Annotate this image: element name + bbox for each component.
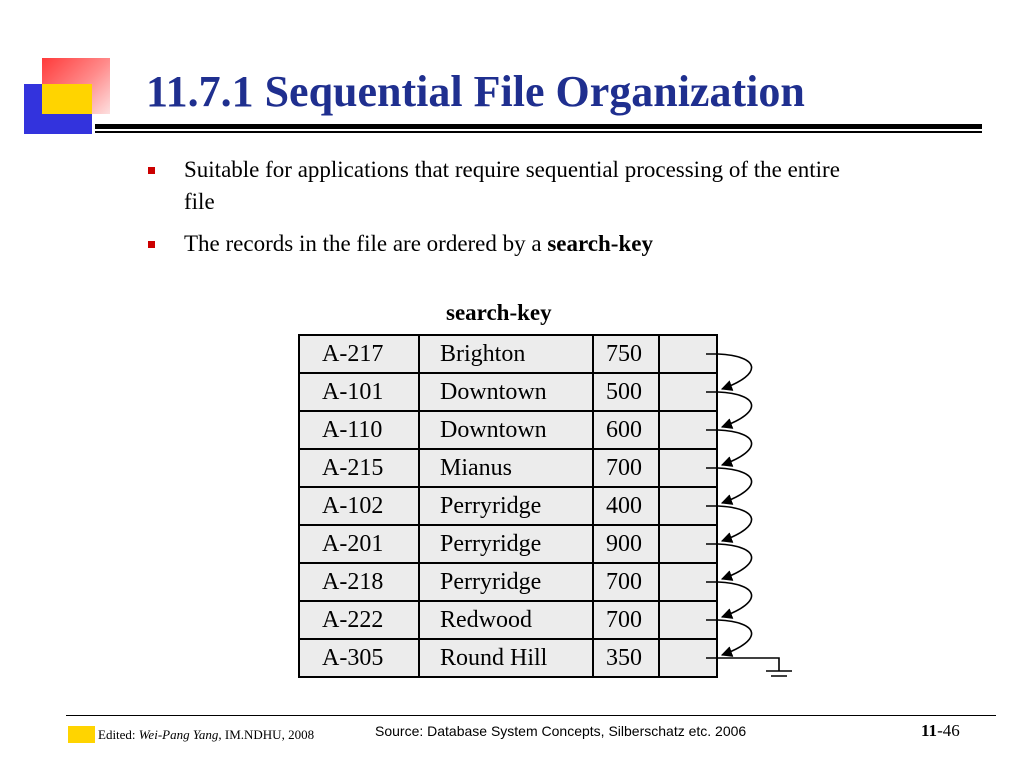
- table-row: [299, 601, 717, 639]
- account-cell: A-101: [299, 373, 419, 411]
- account-cell: A-222: [299, 601, 419, 639]
- bullet-square-icon: [148, 167, 155, 174]
- pointer-cell: [659, 373, 717, 411]
- bullet-square-icon: [148, 241, 155, 248]
- balance-cell: 350: [593, 639, 659, 677]
- table-row: [299, 411, 717, 449]
- pointer-cell: [659, 449, 717, 487]
- table-row: [299, 525, 717, 563]
- branch-cell: Mianus: [419, 449, 593, 487]
- pointer-cell: [659, 411, 717, 449]
- table-row: [299, 639, 717, 677]
- table-row: [299, 487, 717, 525]
- footer-rule: [66, 715, 996, 716]
- bullet-text: Suitable for applications that require sequential processing of the entire file: [184, 157, 840, 214]
- pointer-cell: [659, 525, 717, 563]
- pointer-cell: [659, 639, 717, 677]
- table-row: [299, 563, 717, 601]
- account-cell: A-110: [299, 411, 419, 449]
- account-cell: A-215: [299, 449, 419, 487]
- footer-chapter: 11: [921, 721, 938, 740]
- table-row: [299, 335, 717, 373]
- pointer-cell: [659, 335, 717, 373]
- pointer-cell: [659, 563, 717, 601]
- bullet-item: [148, 154, 868, 218]
- pointer-cell: [659, 487, 717, 525]
- footer-edited-label: Edited:: [98, 727, 139, 742]
- logo-yellow-square: [42, 84, 92, 114]
- balance-cell: 500: [593, 373, 659, 411]
- table-label: search-key: [446, 300, 552, 325]
- balance-cell: 700: [593, 563, 659, 601]
- branch-cell: Redwood: [419, 601, 593, 639]
- footer-credit: [98, 727, 314, 743]
- title-rule-thick: [95, 124, 982, 129]
- account-cell: A-218: [299, 563, 419, 601]
- bullet-item: [148, 228, 868, 260]
- bullet-emphasis: search-key: [547, 231, 653, 256]
- branch-cell: Perryridge: [419, 487, 593, 525]
- slide-title: 11.7.1 Sequential File Organization: [146, 67, 805, 116]
- branch-cell: Round Hill: [419, 639, 593, 677]
- branch-cell: Perryridge: [419, 525, 593, 563]
- footer-page: -46: [937, 721, 960, 740]
- balance-cell: 700: [593, 601, 659, 639]
- bullet-list: [148, 154, 868, 270]
- branch-cell: Downtown: [419, 373, 593, 411]
- balance-cell: 700: [593, 449, 659, 487]
- null-pointer-ground-icon: [706, 658, 792, 676]
- bullet-text: The records in the file are ordered by a: [184, 231, 548, 256]
- pointer-cell: [659, 601, 717, 639]
- footer-source: Source: Database System Concepts, Silberschatz etc. 2006: [375, 723, 747, 739]
- branch-cell: Perryridge: [419, 563, 593, 601]
- table-row: [299, 373, 717, 411]
- branch-cell: Brighton: [419, 335, 593, 373]
- branch-cell: Downtown: [419, 411, 593, 449]
- account-cell: A-305: [299, 639, 419, 677]
- title-rule-thin: [95, 131, 982, 133]
- slide-logo: [0, 0, 120, 140]
- footer-affiliation: IM.NDHU, 2008: [221, 727, 315, 742]
- table-row: [299, 449, 717, 487]
- footer-editor: Wei-Pang Yang,: [138, 727, 222, 742]
- account-cell: A-217: [299, 335, 419, 373]
- footer-yellow-box: [68, 726, 95, 743]
- balance-cell: 400: [593, 487, 659, 525]
- account-cell: A-201: [299, 525, 419, 563]
- balance-cell: 900: [593, 525, 659, 563]
- balance-cell: 600: [593, 411, 659, 449]
- footer-page-number: [921, 721, 960, 741]
- balance-cell: 750: [593, 335, 659, 373]
- account-cell: A-102: [299, 487, 419, 525]
- sequential-file-table: [298, 334, 718, 678]
